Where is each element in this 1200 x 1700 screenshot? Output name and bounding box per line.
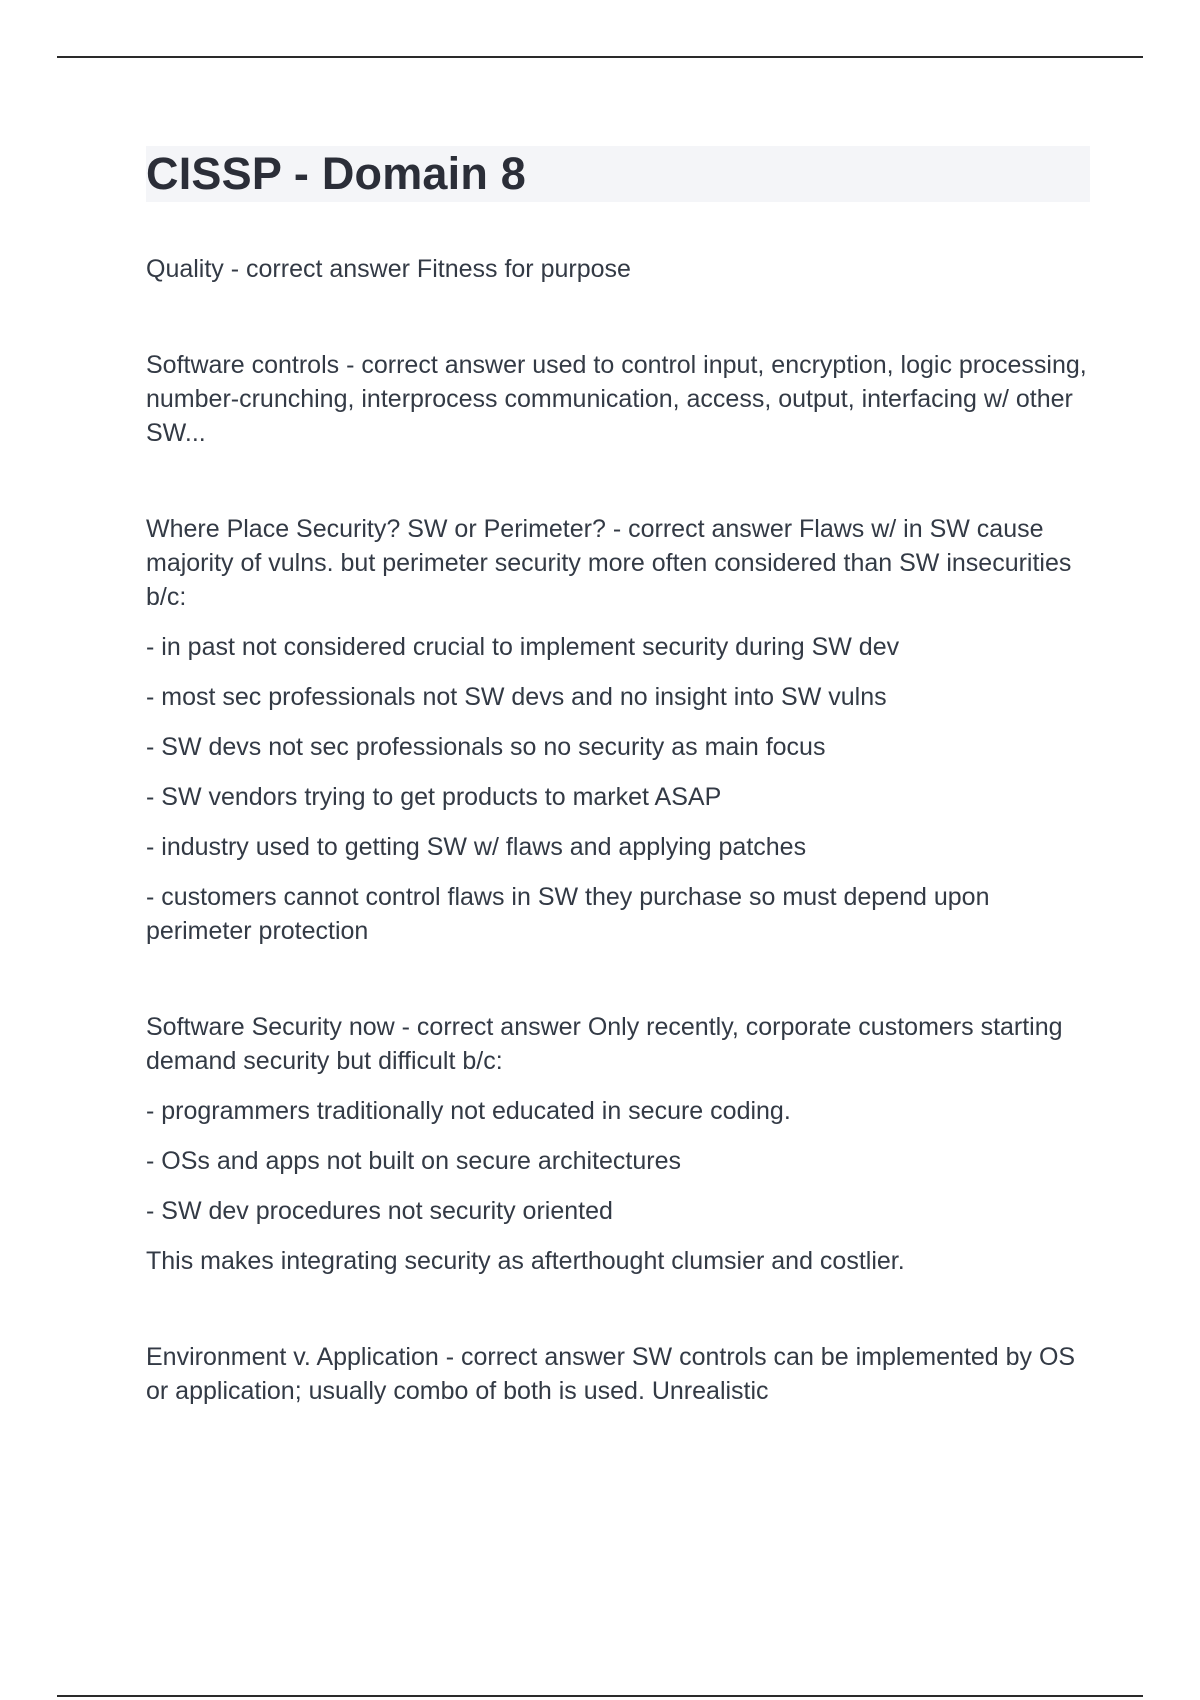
answer: Fitness for purpose (416, 255, 631, 283)
qa-line (146, 512, 1090, 614)
bottom-rule (57, 1695, 1143, 1697)
bullet-item: - SW devs not sec professionals so no security as main focus (146, 733, 826, 761)
term: Software Security now (146, 1013, 395, 1041)
document-body (146, 146, 1090, 1470)
qa-entry (146, 348, 1090, 450)
separator: - correct answer (339, 351, 533, 379)
separator: - correct answer (223, 255, 417, 283)
top-rule (57, 56, 1143, 58)
answer: SW controls can be implemented by OS or application; usually combo of both is used. Unrealistic (146, 1343, 1076, 1405)
bullet-item: - in past not considered crucial to implement security during SW dev (146, 633, 900, 661)
qa-entry (146, 1340, 1090, 1408)
term: Software controls (146, 351, 340, 379)
qa-line (146, 1340, 1090, 1408)
term: Environment v. Application (146, 1343, 439, 1371)
separator: - correct answer (605, 515, 799, 543)
qa-entries (146, 252, 1090, 1408)
bullet-item: - industry used to getting SW w/ flaws and applying patches (146, 833, 807, 861)
answer: used to control input, encryption, logic processing, number-crunching, interprocess communication, access, output, interfacing w/ other SW... (146, 351, 1087, 447)
bullet-item: - most sec professionals not SW devs and no insight into SW vulns (146, 683, 887, 711)
bullet-item: - customers cannot control flaws in SW they purchase so must depend upon perimeter protection (146, 883, 990, 945)
answer: Flaws w/ in SW cause majority of vulns. but perimeter security more often considered than SW insecurities b/c: (146, 515, 1072, 611)
term: Where Place Security? SW or Perimeter? (146, 515, 606, 543)
bullet-item: - OSs and apps not built on secure architectures (146, 1147, 682, 1175)
bullet-item: - programmers traditionally not educated in secure coding. (146, 1097, 791, 1125)
term: Quality (146, 255, 224, 283)
qa-line (146, 1010, 1090, 1078)
document-title: CISSP - Domain 8 (146, 148, 526, 199)
separator: - correct answer (438, 1343, 632, 1371)
qa-entry (146, 1010, 1090, 1278)
bullet-item: - SW vendors trying to get products to market ASAP (146, 783, 722, 811)
qa-line (146, 348, 1090, 450)
answer: Only recently, corporate customers starting demand security but difficult b/c: (146, 1013, 1063, 1075)
qa-entry (146, 512, 1090, 948)
separator: - correct answer (394, 1013, 588, 1041)
closing-note: This makes integrating security as afterthought clumsier and costlier. (146, 1247, 905, 1275)
title-banner (146, 146, 1090, 202)
bullet-item: - SW dev procedures not security oriented (146, 1197, 613, 1225)
qa-entry (146, 252, 1090, 286)
qa-line (146, 252, 1090, 286)
